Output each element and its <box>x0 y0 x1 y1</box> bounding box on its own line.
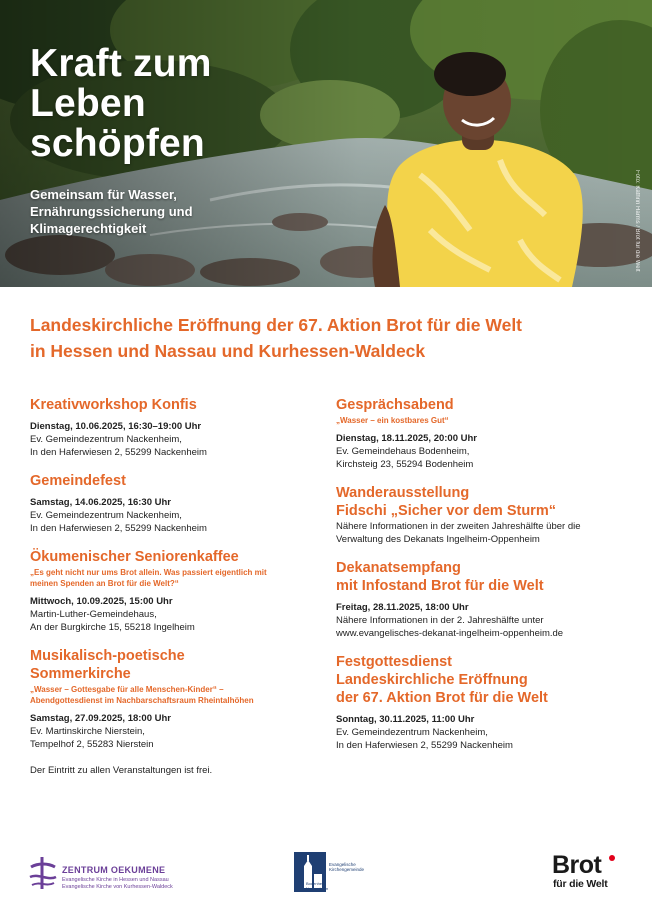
event-title-line: Landeskirchliche Eröffnung <box>336 672 528 688</box>
free-entry-note: Der Eintritt zu allen Veranstaltungen ist frei. <box>30 765 213 776</box>
kirchengemeinde-place: Bodenheim <box>306 881 327 886</box>
event-date: Dienstag, 18.11.2025, 20:00 Uhr <box>336 433 477 444</box>
event-date: Mittwoch, 10.09.2025, 15:00 Uhr <box>30 596 173 607</box>
event-address: Tempelhof 2, 55283 Nierstein <box>30 739 154 750</box>
event-kreativworkshop <box>30 396 320 459</box>
event-location: Ev. Gemeindezentrum Nackenheim, <box>30 510 182 521</box>
brot-logo-dot-icon <box>609 855 615 861</box>
photo-credit-wrap <box>632 170 642 287</box>
event-dekanatsempfang <box>336 559 626 640</box>
event-info: Verwaltung des Dekanats Ingelheim-Oppenheim <box>336 534 540 545</box>
brot-logo-word: Brot <box>552 851 602 879</box>
event-title-line: Festgottesdienst <box>336 654 453 670</box>
events-right-column <box>336 396 626 765</box>
photo-credit: Foto: Kathrin Harms / Brot für die Welt <box>634 170 640 272</box>
brot-fuer-die-welt-logo <box>552 852 626 896</box>
event-info: Nähere Informationen in der 2. Jahreshälfte unter <box>336 615 544 626</box>
headline <box>30 312 630 364</box>
headline-line: Landeskirchliche Eröffnung der 67. Aktion Brot für die Welt <box>30 315 523 335</box>
event-date: Samstag, 27.09.2025, 18:00 Uhr <box>30 713 172 724</box>
zentrum-oekumene-line: Evangelische Kirche in Hessen und Nassau <box>62 877 169 883</box>
event-sommerkirche <box>30 647 320 751</box>
event-subtitle-line: meinen Spenden an Brot für die Welt?“ <box>30 579 179 588</box>
event-address: In den Haferwiesen 2, 55299 Nackenheim <box>30 523 207 534</box>
oekumene-cross-icon <box>28 855 58 891</box>
event-gespraechsabend <box>336 396 626 471</box>
event-location: Ev. Gemeindehaus Bodenheim, <box>336 446 470 457</box>
event-title <box>336 484 626 520</box>
event-location: Ev. Martinskirche Nierstein, <box>30 726 145 737</box>
hero-subtitle <box>30 186 193 237</box>
event-date: Dienstag, 10.06.2025, 16:30–19:00 Uhr <box>30 421 202 432</box>
event-title-line: Dekanatsempfang <box>336 560 461 576</box>
event-location: Ev. Gemeindezentrum Nackenheim, <box>336 727 488 738</box>
event-subtitle-line: „Es geht nicht nur ums Brot allein. Was passiert eigentlich mit <box>30 568 267 577</box>
event-gemeindefest <box>30 472 320 535</box>
event-wanderausstellung <box>336 484 626 546</box>
zentrum-oekumene-logo <box>28 853 218 893</box>
hero-title-line: Kraft zum <box>30 42 212 85</box>
event-title-line: Kreativworkshop Konfis <box>30 397 197 413</box>
event-date: Sonntag, 30.11.2025, 11:00 Uhr <box>336 714 475 725</box>
event-title <box>336 396 626 414</box>
event-location: Martin-Luther-Gemeindehaus, <box>30 609 157 620</box>
event-title <box>30 472 320 490</box>
headline-line: in Hessen und Nassau und Kurhessen-Waldeck <box>30 341 426 361</box>
event-subtitle <box>30 684 320 706</box>
event-title-line: Wanderausstellung <box>336 485 470 501</box>
kirchengemeinde-place: Nackenheim <box>306 886 329 891</box>
zentrum-oekumene-line: Evangelische Kirche von Kurhessen-Waldeck <box>62 884 173 890</box>
event-subtitle-line: „Wasser – Gottesgabe für alle Menschen-Kinder“ – <box>30 685 224 694</box>
brot-logo-tagline: für die Welt <box>553 878 608 890</box>
event-title <box>30 396 320 414</box>
event-title-line: Fidschi „Sicher vor dem Sturm“ <box>336 503 556 519</box>
kirchengemeinde-text: Evangelische <box>329 862 356 867</box>
event-subtitle <box>336 415 626 426</box>
hero-title-line: Leben <box>30 82 146 125</box>
event-location: Ev. Gemeindezentrum Nackenheim, <box>30 434 182 445</box>
event-title-line: Gesprächsabend <box>336 397 454 413</box>
event-title-line: mit Infostand Brot für die Welt <box>336 578 544 594</box>
events-left-column <box>30 396 320 777</box>
event-seniorenkaffee <box>30 548 320 634</box>
event-address: In den Haferwiesen 2, 55299 Nackenheim <box>30 447 207 458</box>
event-address: In den Haferwiesen 2, 55299 Nackenheim <box>336 740 513 751</box>
event-info: Nähere Informationen in der zweiten Jahreshälfte über die <box>336 521 581 532</box>
event-title-line: der 67. Aktion Brot für die Welt <box>336 690 548 706</box>
kirchengemeinde-text: Kirchengemeinde <box>329 867 365 872</box>
hero-subtitle-line: Klimagerechtigkeit <box>30 221 147 236</box>
hero-subtitle-line: Ernährungssicherung und <box>30 204 193 219</box>
event-title <box>336 559 626 595</box>
event-title-line: Sommerkirche <box>30 666 131 682</box>
event-title-line: Musikalisch-poetische <box>30 648 185 664</box>
event-date: Freitag, 28.11.2025, 18:00 Uhr <box>336 602 469 613</box>
zentrum-oekumene-name: ZENTRUM OEKUMENE <box>62 865 166 875</box>
event-subtitle <box>30 567 320 589</box>
hero-subtitle-line: Gemeinsam für Wasser, <box>30 187 177 202</box>
event-title-line: Gemeindefest <box>30 473 126 489</box>
event-title <box>336 653 626 707</box>
event-website-link[interactable]: www.evangelisches-dekanat-ingelheim-oppenheim.de <box>336 628 564 639</box>
hero-title-line: schöpfen <box>30 122 205 165</box>
hero-banner <box>0 0 652 287</box>
event-title <box>30 548 320 566</box>
event-address: Kirchsteig 23, 55294 Bodenheim <box>336 459 474 470</box>
event-subtitle-line: „Wasser – ein kostbares Gut“ <box>336 416 449 425</box>
event-title <box>30 647 320 683</box>
event-festgottesdienst <box>336 653 626 752</box>
event-title-line: Ökumenischer Seniorenkaffee <box>30 549 239 565</box>
event-subtitle-line: Abendgottesdienst im Nachbarschaftsraum Rheintalhöhen <box>30 696 254 705</box>
event-address: An der Burgkirche 15, 55218 Ingelheim <box>30 622 195 633</box>
kirchengemeinde-logo <box>292 852 365 892</box>
hero-title <box>30 44 212 164</box>
event-date: Samstag, 14.06.2025, 16:30 Uhr <box>30 497 172 508</box>
